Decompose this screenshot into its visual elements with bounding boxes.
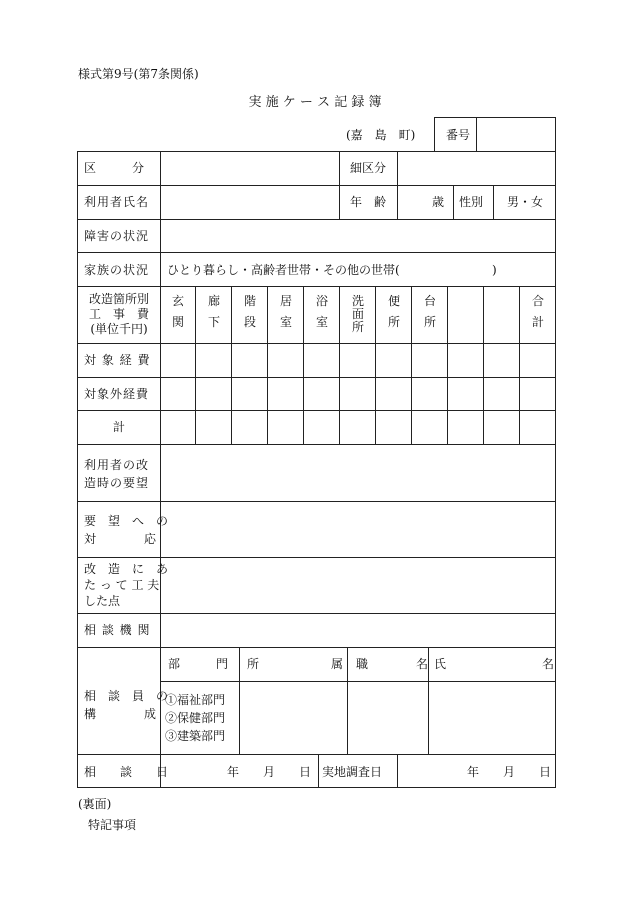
reverse-side-label: (裏面) (78, 797, 112, 811)
col-rouka: 廊 下 (207, 294, 220, 329)
cost-cells[interactable] (162, 345, 553, 442)
col-senmenjo: 洗 面 所 (351, 294, 364, 334)
response-label-1: 要 望 へ の (84, 514, 169, 528)
ingenuity-label-1: 改 造 に あ (84, 562, 169, 576)
total-label: 計 (112, 420, 125, 434)
consult-date-field[interactable]: 年 月 日 (227, 765, 312, 779)
dept-construction: ③建築部門 (165, 729, 226, 743)
response-label-2: 対 応 (84, 532, 157, 546)
target-cost-label: 対 象 経 費 (84, 353, 151, 367)
position-header: 職 名 (356, 657, 429, 671)
col-kyoshitsu: 居 室 (279, 294, 292, 329)
agency-field[interactable] (162, 615, 553, 645)
col-benjo: 便 所 (387, 294, 400, 329)
age-unit: 歳 (432, 195, 445, 209)
town-name: (嘉 島 町) (346, 128, 416, 142)
saikubun-field[interactable] (399, 153, 553, 183)
col-goukei: 合 計 (531, 294, 544, 329)
col-yokushitsu: 浴 室 (315, 294, 328, 329)
composition-fields[interactable] (241, 683, 553, 752)
number-label: 番号 (446, 128, 471, 142)
dept-header: 部 門 (168, 657, 229, 671)
request-field[interactable] (162, 446, 553, 499)
affiliation-header: 所 属 (247, 657, 344, 671)
composition-label-2: 構 成 (84, 707, 157, 721)
family-close-paren: ) (492, 263, 497, 277)
cost-label-1: 改造箇所別 (88, 292, 149, 306)
kubun-label: 区 分 (84, 161, 145, 175)
age-field[interactable] (399, 187, 429, 217)
non-target-cost-label: 対象外経費 (84, 387, 150, 401)
ingenuity-label-2: た っ て 工 夫 (84, 578, 160, 592)
agency-label: 相 談 機 関 (84, 623, 151, 637)
col-genkan: 玄 関 (171, 294, 184, 329)
dept-health: ②保健部門 (165, 711, 226, 725)
request-label-2: 造時の要望 (84, 476, 150, 490)
col-kaidan: 階 段 (243, 294, 256, 329)
number-field[interactable] (477, 122, 553, 146)
user-name-field[interactable] (162, 187, 337, 217)
dept-welfare: ①福祉部門 (165, 693, 226, 707)
request-label-1: 利用者の改 (84, 458, 150, 472)
composition-label-1: 相 談 員 の (84, 689, 169, 703)
user-name-label: 利用者氏名 (84, 195, 150, 209)
form-number: 様式第9号(第7条関係) (78, 67, 199, 81)
family-options[interactable]: ひとり暮らし・高齢者世帯・その他の世帯( (167, 263, 400, 277)
gender-label: 性別 (459, 195, 484, 209)
saikubun-label: 細区分 (350, 161, 387, 175)
survey-date-field[interactable]: 年 月 日 (467, 765, 552, 779)
cost-label-2: 工 事 費 (88, 307, 149, 321)
age-label: 年 齢 (350, 195, 387, 209)
family-label: 家族の状況 (84, 263, 150, 277)
kubun-field[interactable] (162, 153, 337, 183)
gender-options[interactable]: 男・女 (507, 195, 544, 209)
disability-label: 障害の状況 (84, 229, 150, 243)
ingenuity-field[interactable] (162, 559, 553, 611)
ingenuity-label-3: した点 (84, 594, 121, 608)
cost-label-3: (単位千円) (90, 322, 148, 336)
survey-date-label: 実地調査日 (322, 765, 383, 779)
name-header: 氏 名 (434, 657, 555, 671)
col-daidokoro: 台 所 (423, 294, 436, 329)
response-field[interactable] (162, 503, 553, 555)
form-title: 実 施 ケ ー ス 記 録 簿 (248, 95, 382, 110)
special-notes-label: 特記事項 (88, 818, 137, 832)
consult-date-label: 相 談 日 (84, 765, 169, 779)
disability-field[interactable] (162, 221, 553, 250)
